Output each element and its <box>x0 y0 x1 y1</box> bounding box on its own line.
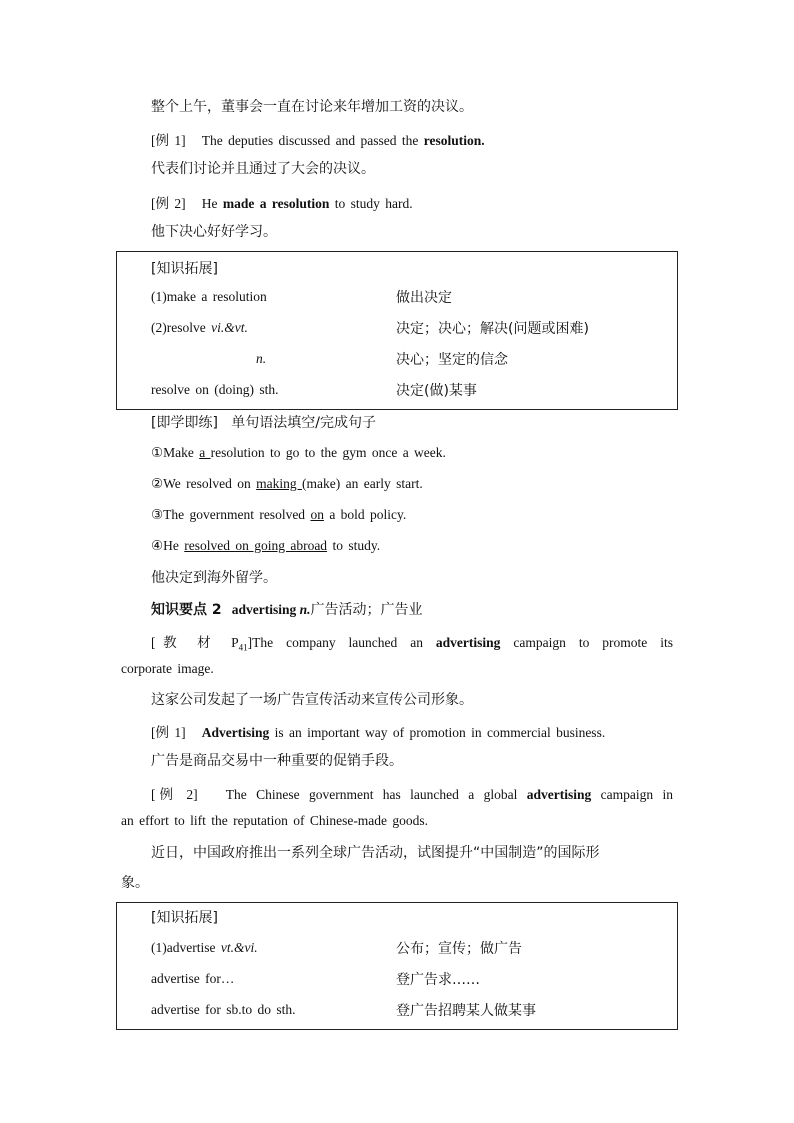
intro-sentence-cn: 整个上午，董事会一直在讨论来年增加工资的决议。 <box>151 99 473 115</box>
knowledge-point-2-heading <box>151 599 423 619</box>
box-row-en: (1)make a resolution <box>151 289 267 304</box>
keyword: resolution. <box>423 133 485 148</box>
box-row-en: (2)resolve vi.&vt. <box>151 320 248 335</box>
box-row-en: (1)advertise vt.&vi. <box>151 940 258 955</box>
box-row-cn: 登广告求…… <box>396 972 480 988</box>
answer: a <box>199 445 211 460</box>
example-3-en: [例 1] Advertising is an important way of promotion in commercial business. <box>151 725 606 740</box>
box-title: [知识拓展] <box>151 261 218 277</box>
example-4-en-line2: an effort to lift the reputation of Chinese-made goods. <box>121 813 429 828</box>
textbook-sentence-line2: corporate image. <box>121 661 214 676</box>
point-word: advertising <box>231 602 297 617</box>
practice-item-4: ④He resolved on going abroad to study. <box>151 538 381 553</box>
answer: resolved on going abroad <box>184 538 328 553</box>
practice-header <box>151 412 376 432</box>
example-label: [例 1] <box>151 725 186 740</box>
practice-label: [即学即练] <box>151 415 218 431</box>
point-meaning: 广告活动；广告业 <box>310 602 423 618</box>
box-row-en: resolve on (doing) sth. <box>151 382 279 397</box>
example-1-en: [例 1] The deputies discussed and passed the resolution. <box>151 133 485 148</box>
textbook-sentence-line1: [教 材 $P_{41}]The$ company launched an advertising campaign to promote its <box>151 635 673 653</box>
example-3-cn: 广告是商品交易中一种重要的促销手段。 <box>151 753 403 769</box>
answer: making <box>256 476 302 491</box>
example-2-en: [例 2] He made a resolution to study hard. <box>151 196 413 211</box>
practice-task: 单句语法填空/完成句子 <box>231 415 377 431</box>
keyword: Advertising <box>201 725 270 740</box>
box-row-cn: 做出决定 <box>396 290 452 306</box>
box-title: [知识拓展] <box>151 910 218 926</box>
practice-item-3: ③The government resolved on a bold policy. <box>151 507 407 522</box>
box-row-en: advertise for… <box>151 971 235 986</box>
example-4-cn-line1: 近日，中国政府推出一系列全球广告活动，试图提升“中国制造”的国际形 <box>151 845 600 861</box>
practice-translation-cn: 他决定到海外留学。 <box>151 570 277 586</box>
box-row-cn: 决定；决心；解决(问题或困难) <box>396 321 589 337</box>
point-pos: n. <box>299 602 311 617</box>
example-label: [例 1] <box>151 133 186 148</box>
point-label: 知识要点 2 <box>151 602 222 618</box>
box-row-cn: 登广告招聘某人做某事 <box>396 1003 536 1019</box>
box-row-cn: 决心；坚定的信念 <box>396 352 508 368</box>
box-row-cn: 公布；宣传；做广告 <box>396 941 522 957</box>
box-row-cn: 决定(做)某事 <box>396 383 477 399</box>
knowledge-extension-box-1 <box>116 251 678 410</box>
keyword: made a resolution <box>222 196 330 211</box>
keyword: advertising <box>435 635 501 650</box>
example-4-cn-line2: 象。 <box>121 875 149 891</box>
example-label: [例 2] <box>151 196 186 211</box>
box-row-en: n. <box>256 351 267 366</box>
example-4-en-line1: [例 2] The Chinese government has launched a global advertising campaign in <box>151 787 674 802</box>
box-row-en: advertise for sb.to do sth. <box>151 1002 296 1017</box>
example-1-cn: 代表们讨论并且通过了大会的决议。 <box>151 161 375 177</box>
practice-item-1: ①Make a resolution to go to the gym once a week. <box>151 445 446 460</box>
knowledge-extension-box-2 <box>116 902 678 1030</box>
example-2-cn: 他下决心好好学习。 <box>151 224 277 240</box>
textbook-translation-cn: 这家公司发起了一场广告宣传活动来宣传公司形象。 <box>151 692 473 708</box>
keyword: advertising <box>526 787 592 802</box>
answer: on <box>310 507 324 522</box>
example-label: [例 2] <box>151 787 198 802</box>
practice-item-2: ②We resolved on making (make) an early start. <box>151 476 423 491</box>
